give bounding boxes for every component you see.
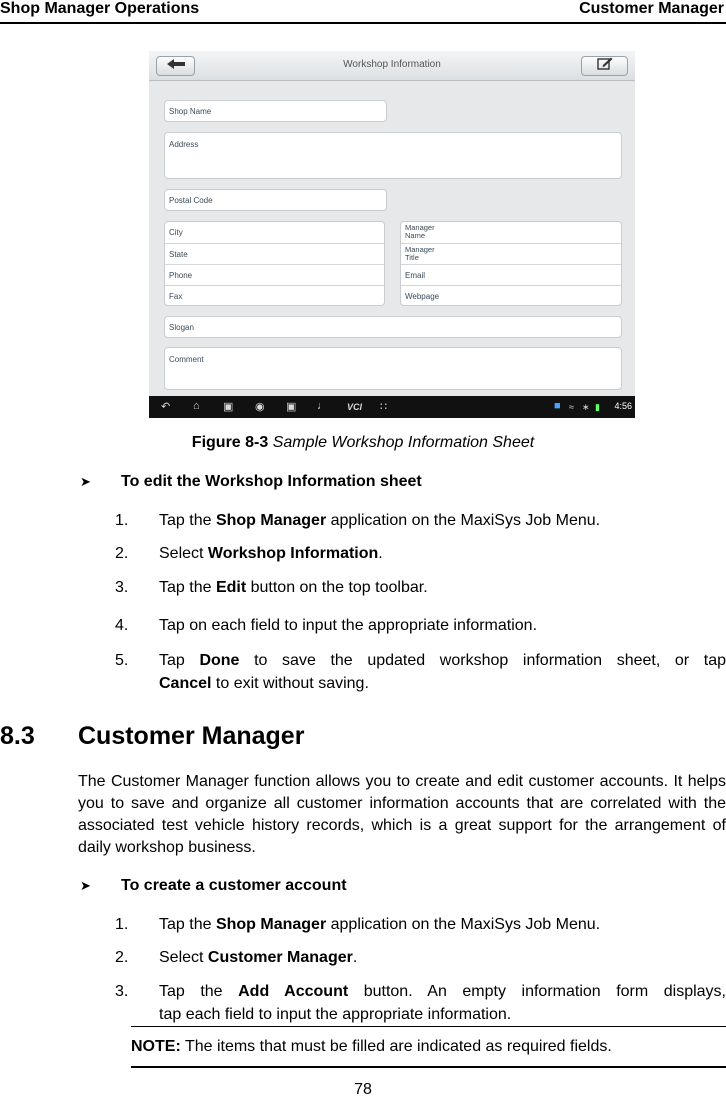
figure-title: Sample Workshop Information Sheet — [272, 434, 535, 451]
manager-name-label-1: Manager — [405, 223, 435, 232]
step-number: 2. — [115, 949, 129, 966]
shop-name-field[interactable]: Shop Name — [164, 100, 387, 122]
step-text-continued: Cancel to exit without saving. — [159, 675, 369, 692]
status-app-icon: ■ — [554, 400, 561, 412]
battery-icon: ▮ — [595, 402, 600, 412]
step-text: Tap the Edit button on the top toolbar. — [159, 579, 428, 596]
slogan-field[interactable]: Slogan — [164, 316, 622, 338]
page-number: 78 — [354, 1081, 372, 1098]
city-state-group — [164, 221, 385, 306]
wifi-icon: ≈ — [569, 402, 574, 412]
android-navbar — [149, 396, 635, 418]
step-text: Tap the Shop Manager application on the MaxiSys Job Menu. — [159, 916, 601, 933]
step-text: Select Customer Manager. — [159, 949, 358, 966]
step-text: Tap the Add Account button. An empty information form displays, — [159, 983, 726, 1000]
manager-title-label-2: Title — [405, 253, 419, 262]
header-left: Shop Manager Operations — [0, 0, 200, 17]
create-heading: To create a customer account — [121, 877, 347, 894]
webpage-field[interactable]: Webpage — [401, 285, 621, 306]
screen-title: Workshop Information — [343, 59, 441, 70]
volume-icon[interactable]: ♩ — [317, 400, 328, 412]
manager-group — [400, 221, 622, 306]
browser-icon[interactable]: ◉ — [255, 401, 265, 413]
toolbar — [149, 51, 635, 81]
step-number: 5. — [115, 652, 129, 669]
step-text: Tap the Shop Manager application on the MaxiSys Job Menu. — [159, 512, 601, 529]
manager-title-field[interactable] — [401, 243, 621, 264]
clock: 4:56 — [614, 401, 632, 411]
note-box — [131, 1026, 726, 1068]
step-number: 1. — [115, 916, 129, 933]
arrow-bullet-icon: ➤ — [80, 474, 91, 489]
section-title: Customer Manager — [78, 722, 305, 750]
step-text-continued: tap each field to input the appropriate information. — [159, 1006, 512, 1023]
step-text: Tap Done to save the updated workshop information sheet, or tap — [159, 652, 726, 669]
step-text: Tap on each field to input the appropriate information. — [159, 617, 538, 634]
section-body: The Customer Manager function allows you to create and edit customer accounts. It helps you to save and organize all customer information accounts that are correlated with the associated test vehicle history records, which is a great support for the arrangement of daily workshop business. — [78, 773, 726, 856]
camera-icon[interactable]: ▣ — [286, 401, 297, 413]
edit-heading: To edit the Workshop Information sheet — [121, 473, 422, 490]
fax-field[interactable]: Fax — [165, 285, 384, 306]
recent-apps-icon[interactable]: ▣ — [223, 401, 234, 413]
postal-code-field[interactable]: Postal Code — [164, 189, 387, 211]
bluetooth-icon: ∗ — [582, 402, 590, 412]
home-icon[interactable]: ⌂ — [193, 400, 200, 412]
workshop-info-screenshot — [149, 51, 635, 418]
city-field[interactable]: City — [169, 228, 183, 237]
step-number: 1. — [115, 512, 129, 529]
manager-name-label-2: Name — [405, 231, 426, 240]
manager-name-field[interactable] — [401, 222, 621, 243]
edit-button[interactable] — [581, 56, 628, 76]
step-number: 2. — [115, 545, 129, 562]
back-icon[interactable]: ↶ — [161, 401, 171, 413]
page-header — [0, 0, 726, 24]
step-number: 3. — [115, 579, 129, 596]
phone-field[interactable]: Phone — [165, 264, 384, 285]
note-label: NOTE: — [131, 1038, 181, 1055]
edit-pencil-icon — [597, 57, 613, 70]
section-number: 8.3 — [0, 722, 35, 750]
manager-title-label-1: Manager — [405, 245, 435, 254]
comment-field[interactable]: Comment — [164, 347, 622, 390]
note-text: The items that must be filled are indicated as required fields. — [180, 1038, 612, 1055]
step-text: Select Workshop Information. — [159, 545, 383, 562]
address-field[interactable]: Address — [164, 132, 622, 179]
apps-grid-icon[interactable]: ∷ — [380, 401, 387, 413]
email-field[interactable]: Email — [401, 264, 621, 285]
step-number: 3. — [115, 983, 129, 1000]
figure-label: Figure 8-3 — [191, 434, 269, 451]
arrow-bullet-icon: ➤ — [80, 878, 91, 893]
header-right: Customer Manager — [579, 0, 724, 17]
state-field[interactable]: State — [165, 243, 384, 264]
step-number: 4. — [115, 617, 129, 634]
vci-icon[interactable]: VCI — [347, 402, 363, 412]
figure-caption — [0, 434, 726, 452]
